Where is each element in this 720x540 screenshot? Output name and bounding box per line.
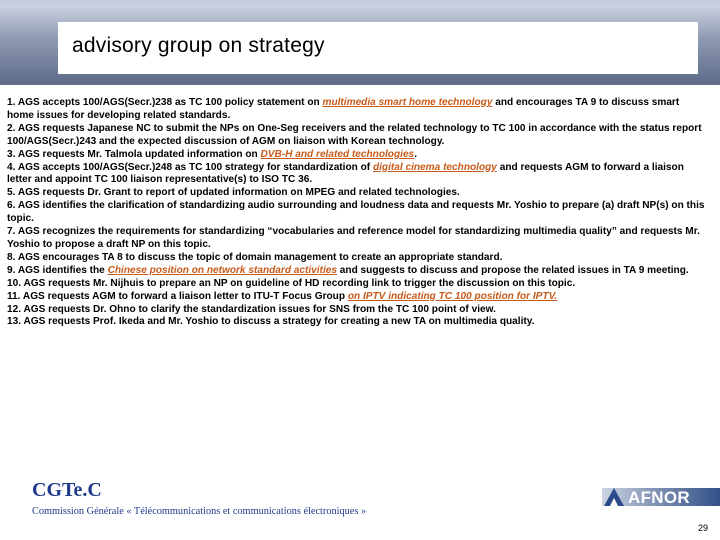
list-item: 8. AGS encourages TA 8 to discuss the topic of domain management to create an appropriate standard. [7, 251, 503, 263]
item-link[interactable]: digital cinema technology [372, 161, 497, 173]
item-link[interactable]: Chinese position on network standard activities [107, 264, 337, 276]
list-item: 9. AGS identifies the Chinese position on network standard activities and suggests to discuss and propose the related issues in TA 9 meeting. [7, 264, 689, 276]
list-item: 6. AGS identifies the clarification of standardizing audio surrounding and loudness data and requests Mr. Yoshio to prepare (a) draft NP(s) on this topic. [7, 200, 705, 225]
title-box [58, 22, 698, 74]
cgtec-logo: CGTe.C [32, 479, 102, 501]
page-title: advisory group on strategy [72, 34, 325, 57]
item-link[interactable]: multimedia smart home technology [322, 97, 493, 108]
afnor-label: AFNOR [628, 488, 690, 507]
afnor-triangle-icon [602, 486, 628, 508]
title-banner [0, 0, 720, 85]
list-item: 13. AGS requests Prof. Ikeda and Mr. Yoshio to discuss a strategy for creating a new TA on multimedia quality. [7, 316, 535, 328]
list-item: 10. AGS requests Mr. Nijhuis to prepare an NP on guideline of HD recording link to trigger the discussion on this topic. [7, 277, 576, 289]
list-item: 2. AGS requests Japanese NC to submit the NPs on One-Seg receivers and the related technology to TC 100 in accordance with the status report 100/AGS(Secr.)243 and the expected discussion of AGM on liaison with Korean technology. [7, 122, 702, 147]
list-item: 5. AGS requests Dr. Grant to report of updated information on MPEG and related technologies. [7, 187, 460, 199]
list-item: 12. AGS requests Dr. Ohno to clarify the standardization issues for SNS from the TC 100 point of view. [7, 303, 496, 315]
afnor-logo [602, 486, 720, 508]
item-link[interactable]: on IPTV indicating TC 100 position for IPTV. [347, 290, 558, 302]
list-item: 3. AGS requests Mr. Talmola updated information on DVB-H and related technologies. [7, 148, 417, 160]
page-number: 29 [697, 523, 708, 533]
item-link[interactable]: DVB-H and related technologies [260, 148, 415, 160]
list-item: 1. AGS accepts 100/AGS(Secr.)238 as TC 100 policy statement on multimedia smart home technology and encourages TA 9 to discuss smart home issues for developing related standards. [7, 97, 680, 121]
footer-caption: Commission Générale « Télécommunications et communications électroniques » [32, 506, 367, 517]
list-item: 4. AGS accepts 100/AGS(Secr.)248 as TC 100 strategy for standardization of digital cinema technology and requests AGM to forward a liaison letter and appoint TC 100 liaison representative(s) to ISO TC 36. [7, 161, 684, 186]
list-item: 11. AGS requests AGM to forward a liaison letter to ITU-T Focus Group on IPTV indicating TC 100 position for IPTV. [7, 290, 558, 302]
action-items-list [7, 97, 707, 329]
list-item: 7. AGS recognizes the requirements for standardizing “vocabularies and reference model for standardizing multimedia quality” and requests Mr. Yoshio to propose a draft NP on this topic. [7, 226, 700, 250]
